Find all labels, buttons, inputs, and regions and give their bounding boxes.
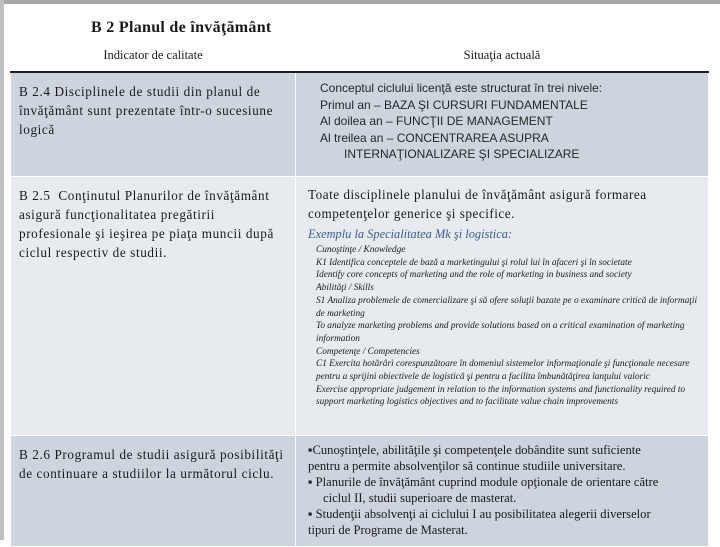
header-situation: Situaţia actuală [296,40,709,73]
table-row [11,436,709,547]
situation-line: Al treilea an – CONCENTRAREA ASUPRA [320,130,549,145]
situation-intro: Toate disciplinele planului de învăţământ asigură formarea competenţelor generice şi specifice. [308,187,647,221]
page-title: B 2 Planul de învăţământ [91,19,272,36]
slide-frame-top [0,0,720,4]
indicator-text [11,436,295,483]
detail-line: Abilităţi / Skills [316,283,374,294]
quality-table [10,39,709,547]
indicator-description: Programul de studii asigură posibilităţi de continuare a studiilor la următorul ciclu. [19,447,284,481]
situation-line: Primul an – BAZA ŞI CURSURI FUNDAMENTALE [320,97,588,112]
indicator-code: B 2.5 [19,188,51,203]
competency-details [308,244,702,409]
detail-line: Competenţe / Competencies [316,346,420,357]
table-row [11,72,709,177]
situation-line: Al doilea an – FUNCŢII DE MANAGEMENT [320,114,553,129]
slide-frame-left [0,0,4,540]
bullet-line: ▪ Studenţii absolvenţi ai ciclului I au posibilitatea alegerii diverselor [308,507,651,521]
example-heading: Exemplu la Specialitatea Mk şi logistica: [308,227,513,241]
detail-line: To analyze marketing problems and provide solutions based on a critical examination of marketing information [316,321,685,344]
situation-text [296,436,708,538]
detail-line: K1 Identifica conceptele de bază a marketingului şi rolul lui în afaceri şi în societate [316,257,632,268]
situation-line: INTERNAŢIONALIZARE ŞI SPECIALIZARE [344,147,580,162]
header-indicator: Indicator de calitate [11,40,296,73]
detail-line: Cunoştinţe / Knowledge [316,245,406,255]
indicator-description: Disciplinele de studii din planul de învăţământ sunt prezentate într-o sucesiune logică [19,84,274,137]
situation-text [296,177,708,409]
bullet-line: ▪Cunoştinţele, abilităţile şi competenţele dobândite sunt suficiente [308,443,641,457]
detail-line: C1 Exercita hotărâri corespunzătoare în domeniul sistemelor informaţionale şi funcţionale necesare pentru a sprijini obiectivele de logistică şi pentru a facilita îmbunătăţirea lanţului valoric [316,359,690,383]
situation-cell [296,177,709,436]
indicator-cell [11,436,296,547]
situation-line: Conceptul ciclului licenţă este structurat în trei nivele: [320,81,603,95]
detail-line: S1 Analiza problemele de comercializare şi să ofere soluţii bazate pe o examinare critică de informaţii de marketing [316,295,698,319]
indicator-text [11,73,295,139]
indicator-code: B 2.6 [19,447,51,462]
indicator-description: Conţinutul Planurilor de învăţământ asigură funcţionalitatea pregătirii profesionale şi ieşirea pe piaţa muncii după ciclul respectiv de studii. [19,188,274,260]
bullet-line: tipuri de Programe de Masterat. [308,523,468,537]
table-header-row [11,40,709,73]
detail-line: Exercise appropriate judgement in relation to the information systems and functionality required to support marketing logistics objectives and to facilitate value chain improvements [316,384,686,408]
situation-cell [296,436,709,547]
situation-text [296,73,708,163]
indicator-cell [11,72,296,177]
bullet-line: ▪ Planurile de învăţământ cuprind module opţionale de orientare către [308,475,659,489]
bullet-line: ciclul II, studii superioare de masterat. [323,491,517,505]
indicator-code: B 2.4 [19,84,51,99]
detail-line: Identify core concepts of marketing and the role of marketing in business and society [316,270,632,281]
indicator-cell [11,177,296,436]
situation-cell [296,72,709,177]
indicator-text [11,177,295,262]
table-row [11,177,709,436]
bullet-line: pentru a permite absolvenţilor să continue studiile universitare. [308,459,626,473]
